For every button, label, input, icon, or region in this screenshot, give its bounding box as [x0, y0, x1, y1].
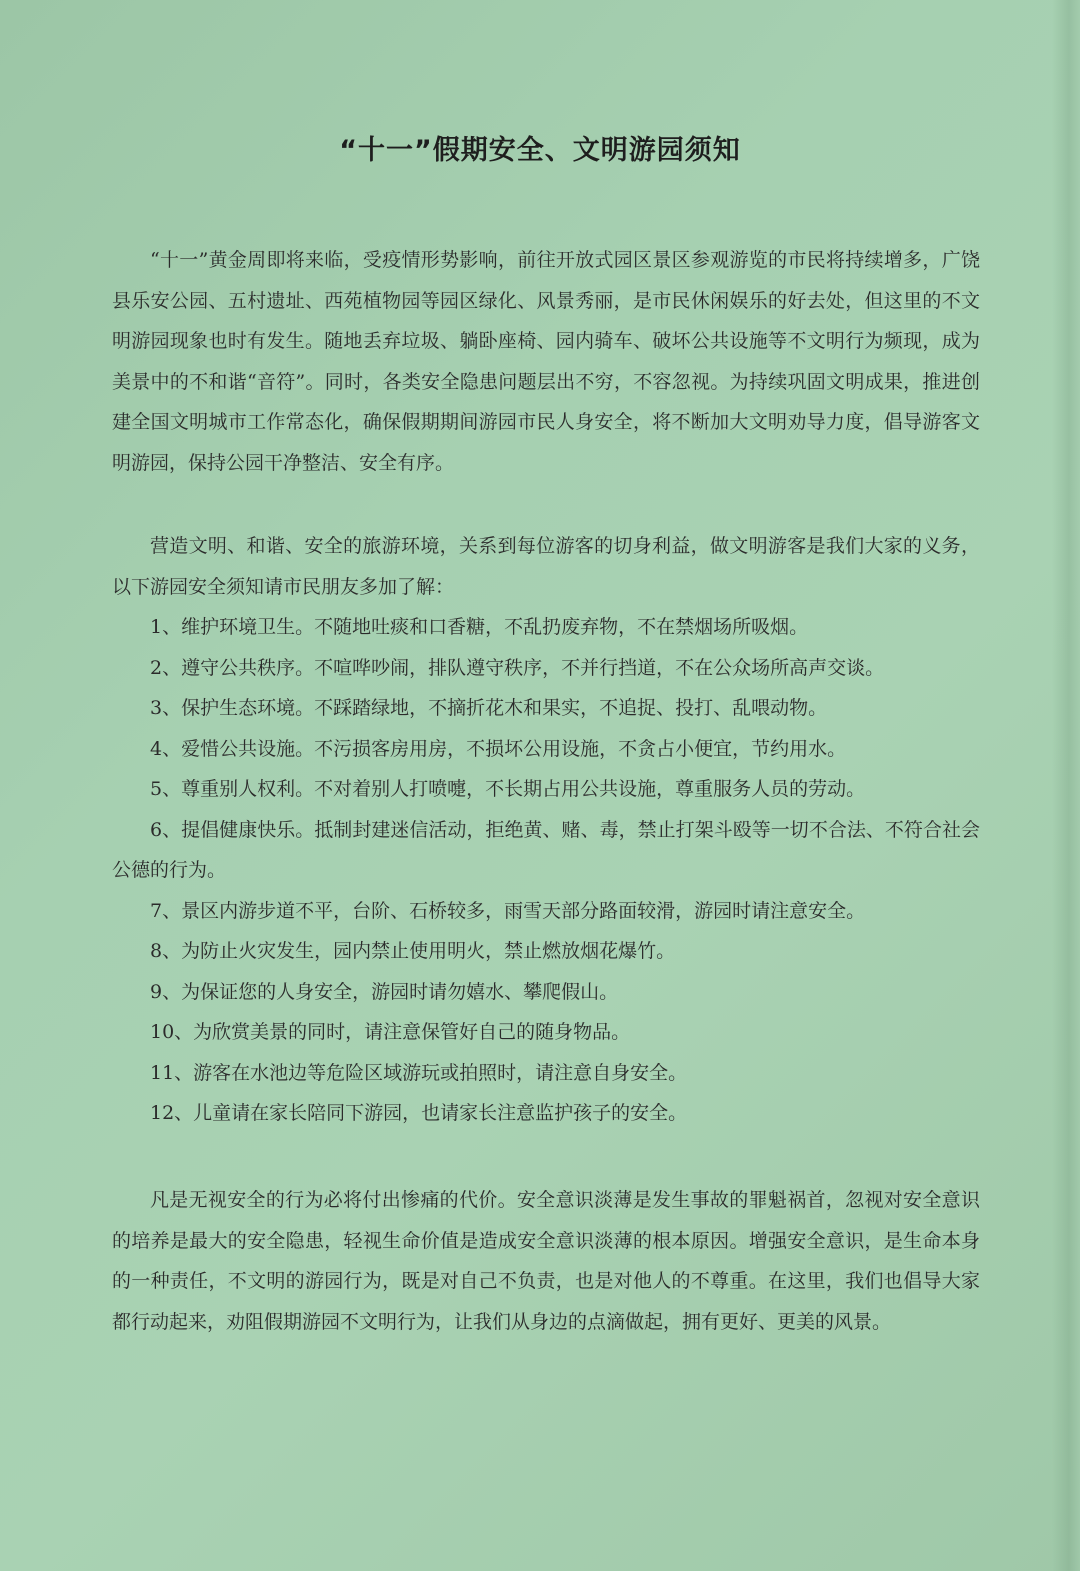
rule-item: 5、尊重别人权利。不对着别人打喷嚏，不长期占用公共设施，尊重服务人员的劳动。	[150, 778, 866, 800]
rule-item: 3、保护生态环境。不踩踏绿地，不摘折花木和果实，不追捉、投打、乱喂动物。	[150, 697, 828, 719]
rule-item: 6、提倡健康快乐。抵制封建迷信活动，拒绝黄、赌、毒，禁止打架斗殴等一切不合法、不符合社会公德的行为。	[112, 818, 980, 881]
rule-item: 11、游客在水池边等危险区域游玩或拍照时，请注意自身安全。	[150, 1061, 688, 1084]
rule-item: 2、遵守公共秩序。不喧哗吵闹，排队遵守秩序，不并行挡道，不在公众场所高声交谈。	[150, 656, 885, 679]
rule-item: 4、爱惜公共设施。不污损客房用房，不损坏公用设施，不贪占小便宜，节约用水。	[150, 737, 847, 760]
rule-item: 7、景区内游步道不平，台阶、石桥较多，雨雪天部分路面较滑，游园时请注意安全。	[150, 899, 866, 922]
rule-item: 1、维护环境卫生。不随地吐痰和口香糖，不乱扔废弃物，不在禁烟场所吸烟。	[150, 616, 809, 638]
rule-item: 12、儿童请在家长陪同下游园，也请家长注意监护孩子的安全。	[150, 1102, 688, 1124]
rule-item: 8、为防止火灾发生，园内禁止使用明火，禁止燃放烟花爆竹。	[150, 940, 676, 962]
rule-item: 10、为欣赏美景的同时，请注意保管好自己的随身物品。	[150, 1021, 631, 1043]
safety-rules-list	[112, 607, 980, 1134]
intro-paragraph: “十一”黄金周即将来临，受疫情形势影响，前往开放式园区景区参观游览的市民将持续增多，广饶县乐安公园、五村遗址、西苑植物园等园区绿化、风景秀丽，是市民休闲娱乐的好去处，但这里的不文明游园现象也时有发生。随地丢弃垃圾、躺卧座椅、园内骑车、破坏公共设施等不文明行为频现，成为美景中的不和谐“音符”。同时，各类安全隐患问题层出不穷，不容忽视。为持续巩固文明成果，推进创建全国文明城市工作常态化，确保假期期间游园市民人身安全，将不断加大文明劝导力度，倡导游客文明游园，保持公园干净整洁、安全有序。	[112, 249, 980, 474]
rule-item: 9、为保证您的人身安全，游园时请勿嬉水、攀爬假山。	[150, 980, 619, 1003]
paper-edge-shadow	[1052, 0, 1080, 1571]
notice-title: “十一”假期安全、文明游园须知	[339, 135, 741, 166]
preface-paragraph: 营造文明、和谐、安全的旅游环境，关系到每位游客的切身利益，做文明游客是我们大家的义务，以下游园安全须知请市民朋友多加了解：	[112, 535, 980, 598]
closing-paragraph: 凡是无视安全的行为必将付出惨痛的代价。安全意识淡薄是发生事故的罪魁祸首，忽视对安全意识的培养是最大的安全隐患，轻视生命价值是造成安全意识淡薄的根本原因。增强安全意识，是生命本身的一种责任，不文明的游园行为，既是对自己不负责，也是对他人的不尊重。在这里，我们也倡导大家都行动起来，劝阻假期游园不文明行为，让我们从身边的点滴做起，拥有更好、更美的风景。	[112, 1189, 980, 1333]
